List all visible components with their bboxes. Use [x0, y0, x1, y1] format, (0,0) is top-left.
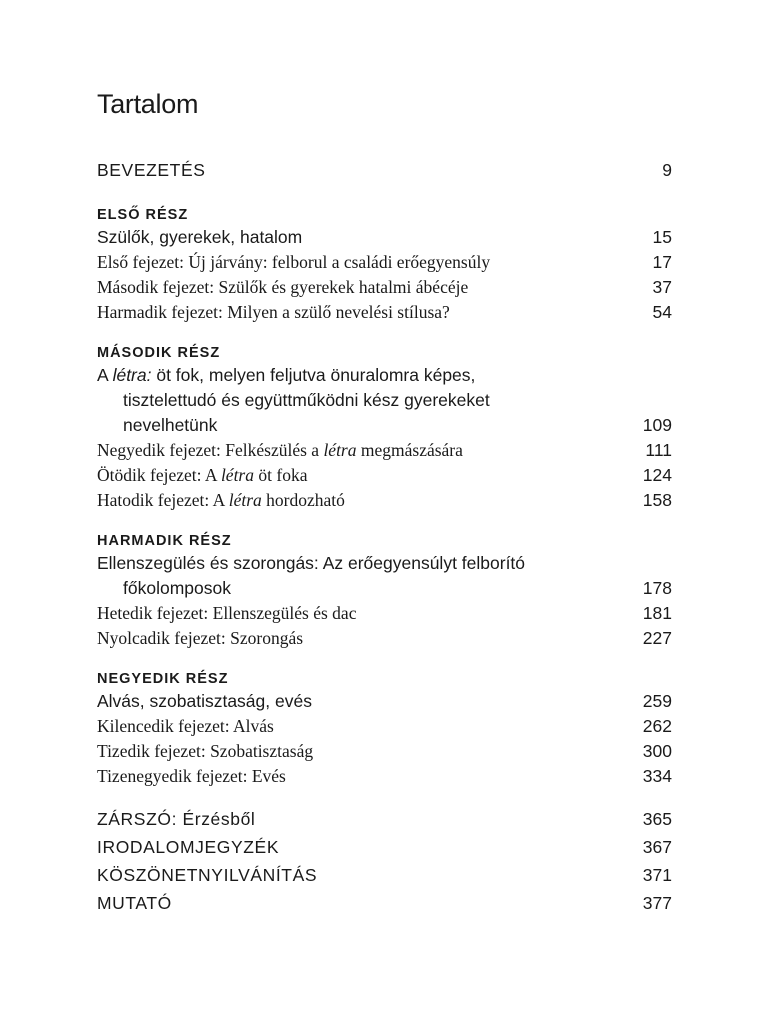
- chapter-title: Második fejezet: Szülők és gyerekek hatalmi ábécéje: [97, 277, 469, 297]
- summary-emphasis: létra:: [112, 365, 152, 385]
- toc-page-number: 227: [642, 628, 672, 648]
- toc-entry-intro: [97, 158, 672, 183]
- part-summary: [97, 225, 672, 250]
- part-heading: MÁSODIK RÉSZ: [97, 345, 221, 361]
- toc-part-3: [97, 531, 672, 651]
- toc-page-number: 178: [642, 578, 672, 598]
- toc-chapter: [97, 714, 672, 739]
- toc-entry: [97, 805, 672, 833]
- toc-page-number: 111: [645, 440, 672, 460]
- chapter-title: Negyedik fejezet: Felkészülés a létra megmászására: [97, 440, 463, 460]
- toc-page-number: 54: [652, 302, 672, 322]
- chapter-title: Harmadik fejezet: Milyen a szülő nevelési stílusa?: [97, 302, 450, 322]
- toc-page-number: 181: [642, 603, 672, 623]
- toc-page-number: 334: [642, 766, 672, 786]
- toc-chapter: [97, 601, 672, 626]
- summary-text: öt fok, melyen feljutva önuralomra képes,: [151, 365, 476, 385]
- page-title: Tartalom: [97, 89, 199, 119]
- chapter-title: Első fejezet: Új járvány: felborul a családi erőegyensúly: [97, 252, 491, 272]
- part-summary-line: [97, 413, 672, 438]
- toc-chapter: [97, 300, 672, 325]
- toc-entry: [97, 861, 672, 889]
- toc-page-number: 259: [642, 691, 672, 711]
- toc-chapter: [97, 488, 672, 513]
- toc-page-number: 9: [662, 160, 672, 180]
- part-summary-line: tisztelettudó és együttműködni kész gyerekeket: [123, 390, 490, 410]
- toc-page-number: 300: [642, 741, 672, 761]
- part-summary-line: [97, 363, 672, 388]
- toc-entry: [97, 833, 672, 861]
- toc-page-number: 124: [642, 465, 672, 485]
- part-summary-line: Ellenszegülés és szorongás: Az erőegyensúlyt felborító: [97, 553, 526, 573]
- toc-chapter: [97, 438, 672, 463]
- toc-chapter: [97, 626, 672, 651]
- part-summary-label: nevelhetünk: [123, 415, 218, 435]
- summary-text: A: [97, 365, 113, 385]
- toc-endmatter: [97, 805, 672, 917]
- toc-page-number: 367: [642, 837, 672, 857]
- toc-page-number: 109: [642, 415, 672, 435]
- toc-part-1: [97, 205, 672, 325]
- toc-entry-label: MUTATÓ: [97, 893, 172, 913]
- toc-part-4: [97, 669, 672, 789]
- toc-page-number: 371: [642, 865, 672, 885]
- toc-entry-label: IRODALOMJEGYZÉK: [97, 837, 280, 857]
- toc-page-number: 262: [642, 716, 672, 736]
- part-summary: [97, 689, 672, 714]
- part-summary-label: Alvás, szobatisztaság, evés: [97, 691, 312, 711]
- table-of-contents: [97, 84, 672, 917]
- part-summary-line: [97, 576, 672, 601]
- toc-entry-label: ZÁRSZÓ: Érzésből: [97, 809, 256, 829]
- toc-page-number: 377: [642, 893, 672, 913]
- toc-page-number: 37: [652, 277, 672, 297]
- part-heading: ELSŐ RÉSZ: [97, 207, 189, 223]
- toc-chapter: [97, 463, 672, 488]
- toc-page-number: 15: [652, 227, 672, 247]
- toc-chapter: [97, 250, 672, 275]
- part-summary: [97, 363, 672, 438]
- chapter-title: Tizedik fejezet: Szobatisztaság: [97, 741, 314, 761]
- chapter-title: Hetedik fejezet: Ellenszegülés és dac: [97, 603, 357, 623]
- part-summary: [97, 551, 672, 601]
- part-heading: HARMADIK RÉSZ: [97, 533, 232, 549]
- toc-entry-label: BEVEZETÉS: [97, 160, 206, 180]
- part-heading: NEGYEDIK RÉSZ: [97, 671, 229, 687]
- toc-part-2: [97, 343, 672, 513]
- chapter-title: Nyolcadik fejezet: Szorongás: [97, 628, 304, 648]
- part-summary-label: főkolomposok: [123, 578, 231, 598]
- toc-page-number: 365: [642, 809, 672, 829]
- toc-chapter: [97, 764, 672, 789]
- chapter-title: Hatodik fejezet: A létra hordozható: [97, 490, 345, 510]
- toc-chapter: [97, 275, 672, 300]
- part-summary-label: Szülők, gyerekek, hatalom: [97, 227, 303, 247]
- chapter-title: Ötödik fejezet: A létra öt foka: [97, 465, 308, 485]
- toc-page-number: 158: [642, 490, 672, 510]
- chapter-title: Tizenegyedik fejezet: Evés: [97, 766, 286, 786]
- toc-entry: [97, 889, 672, 917]
- chapter-title: Kilencedik fejezet: Alvás: [97, 716, 274, 736]
- toc-page-number: 17: [652, 252, 672, 272]
- toc-entry-label: KÖSZÖNETNYILVÁNÍTÁS: [97, 865, 318, 885]
- toc-chapter: [97, 739, 672, 764]
